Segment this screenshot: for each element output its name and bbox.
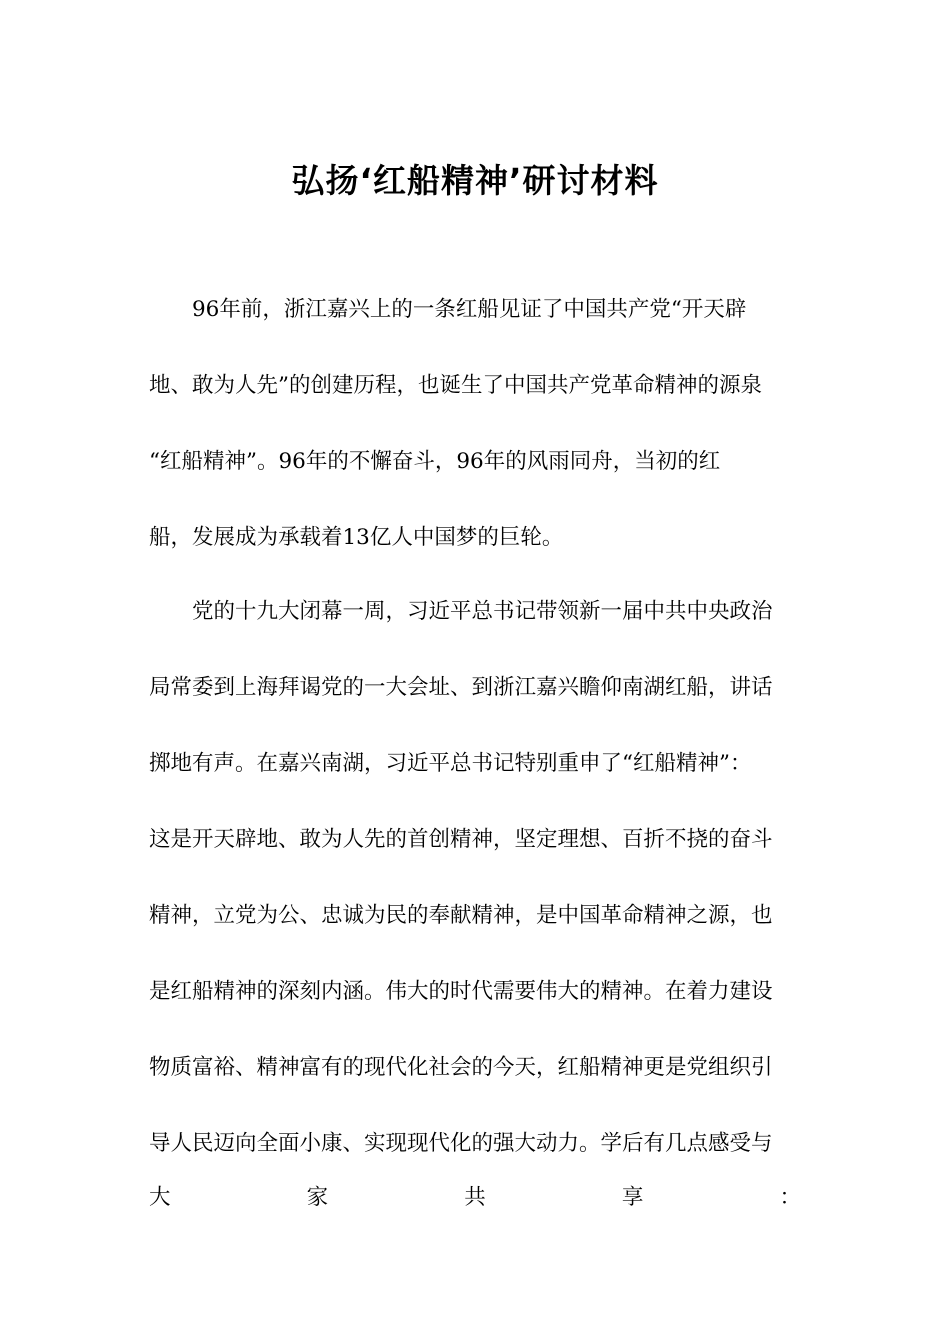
paragraph-line: 掷地有声。在嘉兴南湖，习近平总书记特别重申了“红船精神”： [149, 751, 752, 776]
spread-char: 共 [464, 1184, 486, 1210]
paragraph-line: 这是开天辟地、敢为人先的首创精神，坚定理想、百折不挠的奋斗 [149, 827, 773, 852]
paragraph-line: 党的十九大闭幕一周，习近平总书记带领新一届中共中央政治 [192, 599, 773, 624]
document-title: 弘扬‘红船精神’研讨材料 [291, 161, 659, 200]
paragraph-last-line [149, 1157, 801, 1233]
paragraph-line: 局常委到上海拜谒党的一大会址、到浙江嘉兴瞻仰南湖红船，讲话 [149, 675, 773, 700]
paragraph-line: 96年前，浙江嘉兴上的一条红船见证了中国共产党“开天辟 [192, 297, 747, 322]
paragraph-line: 船，发展成为承载着13亿人中国梦的巨轮。 [149, 525, 564, 550]
paragraph-line: 是红船精神的深刻内涵。伟大的时代需要伟大的精神。在着力建设 [149, 979, 773, 1004]
paragraph-1 [149, 272, 801, 576]
paragraph-line: “红船精神”。96年的不懈奋斗，96年的风雨同舟，当初的红 [149, 449, 721, 474]
paragraph-line: 地、敢为人先”的创建历程，也诞生了中国共产党革命精神的源泉 [149, 373, 762, 398]
paragraph-line: 物质富裕、精神富有的现代化社会的今天，红船精神更是党组织引 [149, 1055, 773, 1080]
spread-char: ： [779, 1184, 801, 1210]
spread-char: 大 [149, 1184, 171, 1210]
spread-char: 家 [306, 1184, 329, 1210]
paragraph-2 [149, 574, 801, 1182]
spread-char: 享 [621, 1184, 644, 1210]
paragraph-line: 导人民迈向全面小康、实现现代化的强大动力。学后有几点感受与 [149, 1131, 773, 1156]
paragraph-line: 精神，立党为公、忠诚为民的奉献精神，是中国革命精神之源，也 [149, 903, 773, 928]
